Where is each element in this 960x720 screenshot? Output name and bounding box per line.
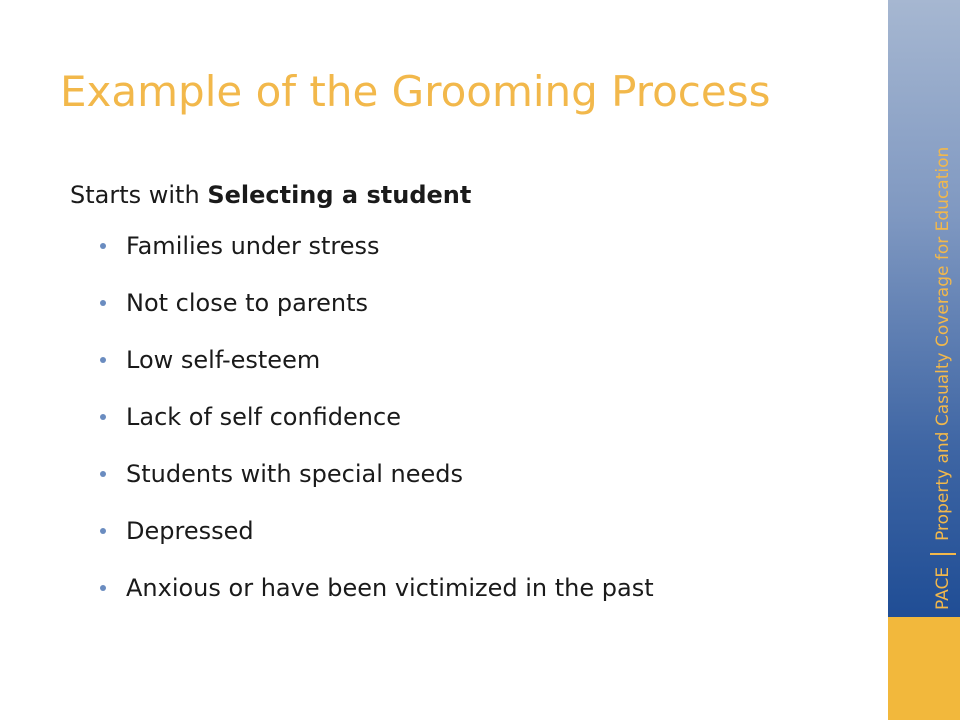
bullet-dot-icon <box>100 471 106 477</box>
bullet-dot-icon <box>100 528 106 534</box>
bullet-list <box>70 222 860 621</box>
bullet-item <box>70 564 860 621</box>
bullet-text: Lack of self confidence <box>126 403 401 431</box>
slide-title: Example of the Grooming Process <box>60 67 771 116</box>
sidebar-branding <box>930 147 956 610</box>
bullet-item <box>70 507 860 564</box>
bullet-text: Low self-esteem <box>126 346 321 374</box>
bullet-item <box>70 393 860 450</box>
bullet-dot-icon <box>100 243 106 249</box>
lead-emphasis: Selecting a student <box>207 181 472 209</box>
bullet-text: Depressed <box>126 517 254 545</box>
lead-prefix: Starts with <box>70 181 208 209</box>
bullet-text: Students with special needs <box>126 460 464 488</box>
slide-content <box>70 172 860 621</box>
bullet-dot-icon <box>100 300 106 306</box>
bullet-text: Anxious or have been victimized in the past <box>126 574 654 602</box>
bullet-text: Not close to parents <box>126 289 369 317</box>
brand-separator <box>930 553 956 555</box>
sidebar-gold-block <box>888 617 960 720</box>
lead-line <box>70 172 860 218</box>
bullet-item <box>70 336 860 393</box>
bullet-text: Families under stress <box>126 232 380 260</box>
bullet-item <box>70 222 860 279</box>
bullet-item <box>70 450 860 507</box>
bullet-dot-icon <box>100 357 106 363</box>
brand-name: PACE <box>933 566 953 610</box>
brand-tagline: Property and Casualty Coverage for Education <box>933 146 953 541</box>
bullet-item <box>70 279 860 336</box>
bullet-dot-icon <box>100 585 106 591</box>
bullet-dot-icon <box>100 414 106 420</box>
